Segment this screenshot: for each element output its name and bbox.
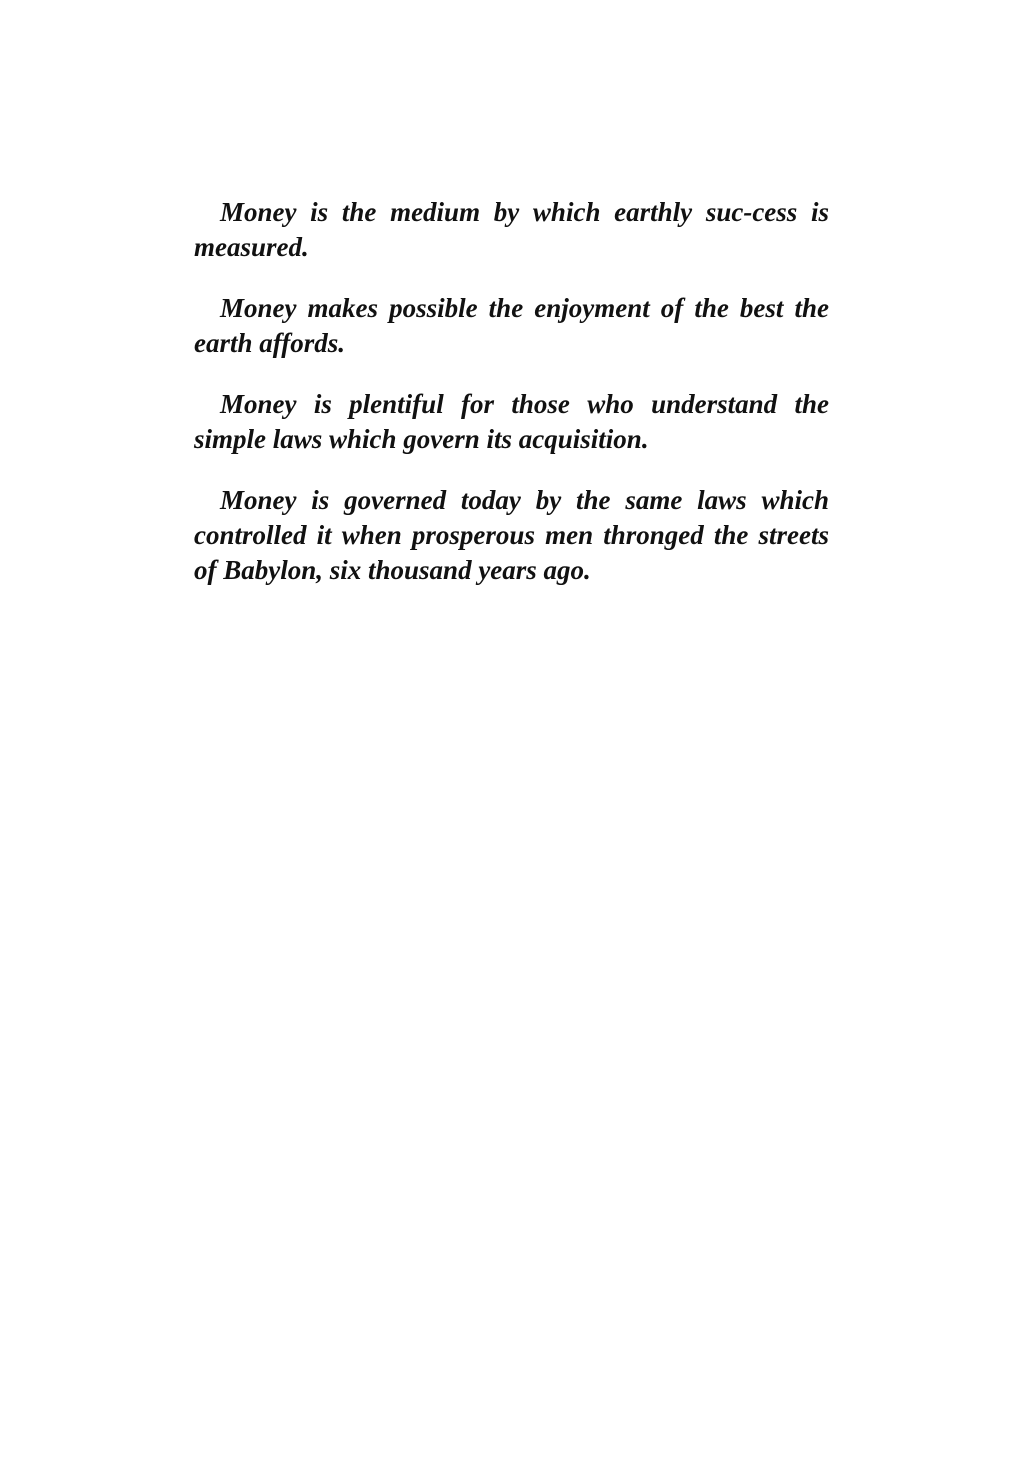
paragraph-4: Money is governed today by the same laws which controlled it when prosperous men thronged the streets of Babylon, six thousand years ago. (194, 485, 829, 585)
body-text (194, 195, 829, 588)
paragraph-1: Money is the medium by which earthly suc-cess is measured. (194, 197, 829, 262)
paragraph-2: Money makes possible the enjoyment of the best the earth affords. (194, 293, 829, 358)
paragraph-3: Money is plentiful for those who understand the simple laws which govern its acquisition. (194, 389, 829, 454)
